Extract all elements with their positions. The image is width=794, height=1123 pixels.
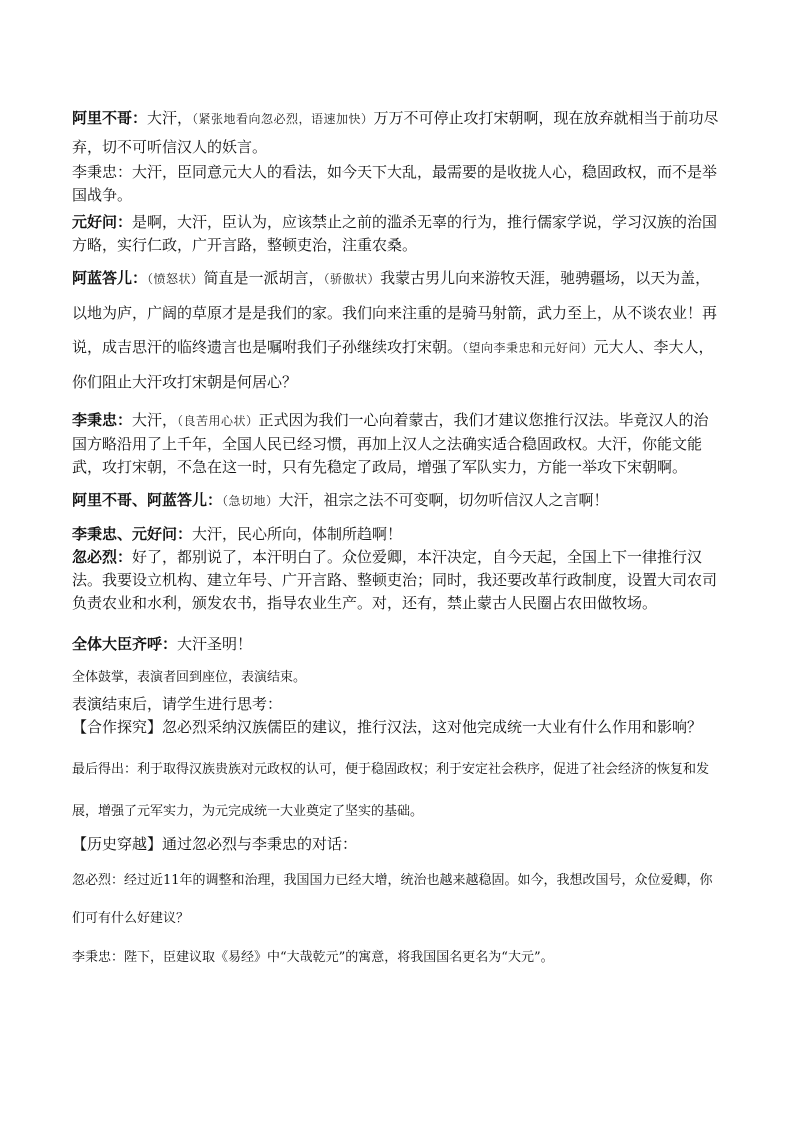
dialogue-text: 好了，都别说了，本汗明白了。众位爱卿，本汗决定，自今天起，全国上下一律推行汉法。我要设立机构、建立年号、广开言路、整顿吏治；同时，我还要改革行政制度，设置大司农司负责农业和水利，颁发农书，指导农业生产。对，还有，禁止蒙古人民圈占农田做牧场。 <box>72 548 718 612</box>
question-text: 忽必烈采纳汉族儒臣的建议，推行汉法，这对他完成统一大业有什么作用和影响？ <box>162 718 703 736</box>
dialogue-text: 大汗，祖宗之法不可变啊，切勿听信汉人之言啊！ <box>278 491 609 509</box>
speaker-label: 忽必烈： <box>72 548 133 566</box>
dialogue-text: 是啊，大汗，臣认为，应该禁止之前的滥杀无辜的行为，推行儒家学说，学习汉族的治国方略，实行仁政，广开言路，整顿吏治，注重农桑。 <box>72 213 718 254</box>
dialogue-libingzhong-yuanhaowen <box>72 523 722 546</box>
dialogue-kublai <box>72 546 722 615</box>
stage-direction: （愤怒状） <box>147 272 204 286</box>
dialogue-text: 大汗， <box>147 109 193 127</box>
dialogue-text: 大汗圣明！ <box>177 635 253 653</box>
instruction-text: 表演结束后，请学生进行思考： <box>72 695 283 713</box>
dialogue-aribuge-alandaer <box>72 489 722 513</box>
dialogue-yuanhaowen-1 <box>72 211 722 257</box>
dialogue-alandaer-1 <box>72 261 722 399</box>
dialogue-text: 元大人、李大人，你们阻止大汗攻打宋朝是何居心？ <box>72 338 714 391</box>
dialogue-libingzhong-2 <box>72 409 722 479</box>
stage-note: 全体鼓掌，表演者回到座位，表演结束。 <box>72 670 307 685</box>
dialogue-text: 大汗， <box>132 411 178 429</box>
speaker-label: 阿里不哥： <box>72 109 148 127</box>
dialogue-libingzhong-3: 李秉忠：陛下，臣建议取《易经》中“大哉乾元”的寓意，将我国国名更名为“大元”。 <box>72 950 554 965</box>
stage-direction: （望向李秉忠和元好问） <box>462 341 594 355</box>
section-label: 【历史穿越】 <box>72 835 163 853</box>
speaker-label: 全体大臣齐呼： <box>72 635 178 653</box>
dialogue-text: 我蒙古男儿向来游牧天涯，驰骋疆场，以天为盖，以地为庐，广阔的草原才是是我们的家。我们向来注重的是骑马射箭，武力至上，从不谈农业！再说，成吉思汗的临终遗言也是嘱咐我们子孙继续攻打宋朝。 <box>72 269 718 356</box>
section-label: 【合作探究】 <box>72 718 163 736</box>
dialogue-aribuge-1 <box>72 104 722 161</box>
speaker-label: 李秉忠、元好问： <box>72 525 193 543</box>
dialogue-text: 大汗，民心所向，体制所趋啊！ <box>192 525 403 543</box>
stage-direction: （紧张地看向忽必烈，语速加快） <box>192 112 374 126</box>
history-crossing <box>72 833 722 856</box>
intro-text: 通过忽必烈与李秉忠的对话： <box>162 835 358 853</box>
dialogue-libingzhong-1: 李秉忠：大汗，臣同意元大人的看法，如今天下大乱，最需要的是收拢人心，稳固政权，而不是举国战争。 <box>72 163 718 204</box>
dialogue-text: 简直是一派胡言， <box>203 269 324 287</box>
dialogue-text: 万万不可停止攻打宋朝啊，现在放弃就相当于前功尽弃，切不可听信汉人的妖言。 <box>72 109 719 156</box>
speaker-label: 李秉忠： <box>72 411 133 429</box>
dialogue-all-ministers <box>72 633 722 656</box>
stage-direction: （良苦用心状） <box>177 414 259 428</box>
dialogue-kublai-2: 忽必烈：经过近11年的调整和治理，我国国力已经大增，统治也越来越稳固。如今，我想改国号，众位爱卿，你们可有什么好建议？ <box>72 873 713 926</box>
speaker-label: 阿里不哥、阿蓝答儿： <box>72 491 223 509</box>
dialogue-text: 正式因为我们一心向着蒙古，我们才建议您推行汉法。毕竟汉人的治国方略沿用了上千年，全国人民已经习惯，再加上汉人之法确实适合稳固政权。大汗，你能文能武，攻打宋朝，不急在这一时，只有先稳定了政局，增强了军队实力，方能一举攻下宋朝啊。 <box>72 411 709 476</box>
stage-direction: （骄傲状） <box>323 272 381 286</box>
stage-direction: （急切地） <box>222 494 279 508</box>
document-page <box>72 104 722 969</box>
speaker-label: 阿蓝答儿： <box>72 269 148 287</box>
conclusion-text: 最后得出：利于取得汉族贵族对元政权的认可，便于稳固政权；利于安定社会秩序，促进了社会经济的恢复和发展，增强了元军实力，为元完成统一大业奠定了坚实的基础。 <box>72 762 710 819</box>
cooperative-inquiry <box>72 716 722 739</box>
speaker-label: 元好问： <box>72 213 133 231</box>
